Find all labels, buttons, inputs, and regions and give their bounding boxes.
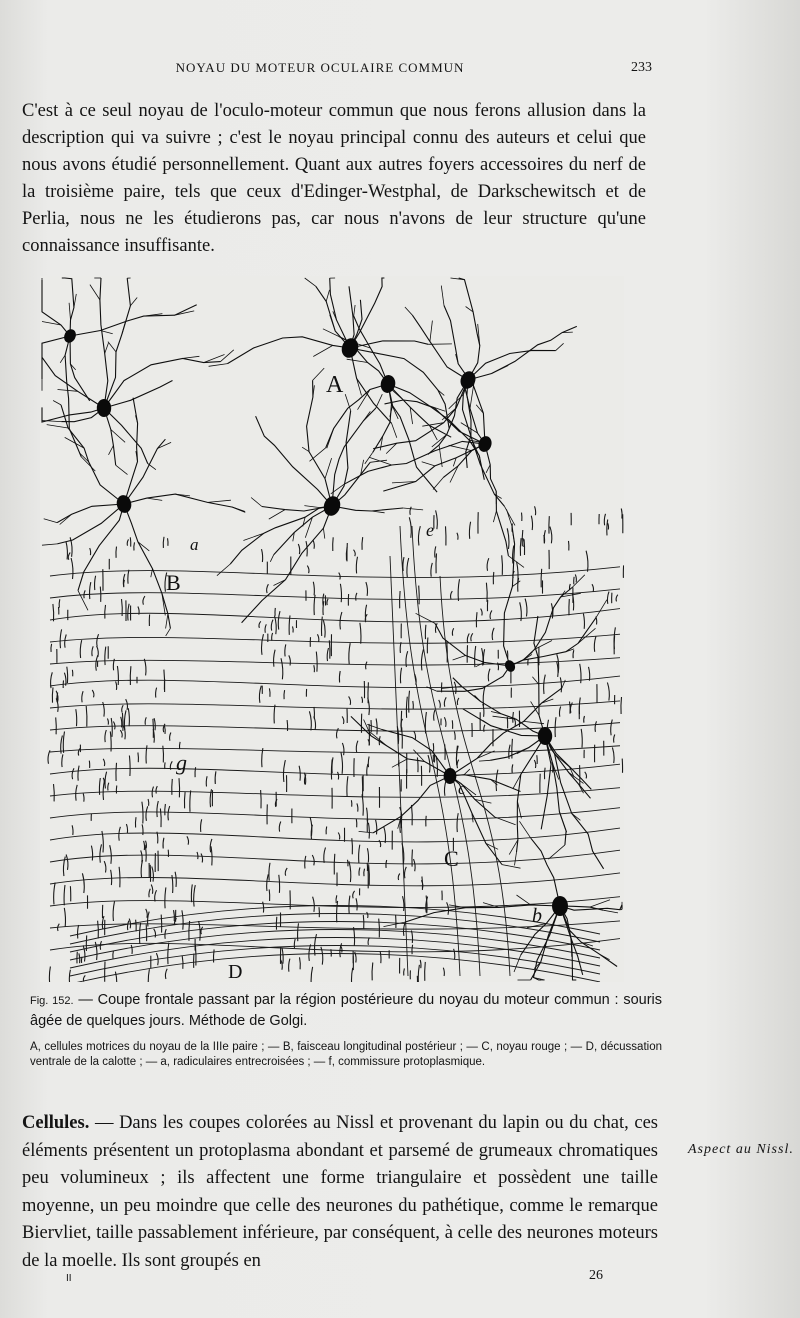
figure-legend: A, cellules motrices du noyau de la IIIe paire ; — B, faisceau longitudinal postérieur ; — C, noyau rouge ; — D, décussation ventrale de la calotte ; — a, radiculaires entrecroisées ; — f, commissure protoplasmique. xyxy=(30,1041,662,1068)
label-c: c xyxy=(458,779,466,798)
figure-number: Fig. 152. xyxy=(30,995,74,1007)
section-text: — Dans les coupes colorées au Nissl et provenant du lapin ou du chat, ces éléments présentent un protoplasma abondant et parsemé de grumeaux chromatiques peu volumineux ; ils affectent une forme triangulaire et possèdent une taille moyenne, un peu moindre que celle des neurones du pathétique, comme le remarque Biervliet, taille passablement inférieure, par conséquent, à celle des neurones moteurs de la moelle. Ils sont groupés en xyxy=(22,1113,659,1271)
figure-caption xyxy=(30,990,662,1031)
label-A: A xyxy=(326,372,344,398)
sheet-number: 26 xyxy=(589,1268,603,1283)
section-heading: Cellules. xyxy=(22,1113,90,1133)
page-number: 233 xyxy=(631,60,652,75)
label-a: a xyxy=(190,535,199,554)
margin-note: Aspect au Nissl. xyxy=(688,1142,794,1157)
label-C: C xyxy=(444,846,459,871)
cells-section xyxy=(22,1110,658,1275)
label-g: g xyxy=(176,750,187,775)
signature-mark: II xyxy=(66,1273,72,1284)
figure-illustration xyxy=(40,276,624,982)
label-b: b xyxy=(532,905,542,927)
running-title: NOYAU DU MOTEUR OCULAIRE COMMUN xyxy=(175,60,465,75)
label-e: e xyxy=(426,520,434,540)
label-B: B xyxy=(166,570,181,595)
intro-text: C'est à ce seul noyau de l'oculo-moteur commun que nous ferons allusion dans la description qui va suivre ; c'est le noyau principal connu des auteurs et celui que nous avons étudié personnellement. Quant aux autres foyers accessoires du nerf de la troisième paire, tels que ceux d'Edinger-Westphal, de Darkschewitsch et de Perlia, nous ne les étudierons pas, car nous n'avons de leur structure qu'une connaissance insuffisante. xyxy=(22,101,646,256)
intro-paragraph xyxy=(22,98,646,260)
golgi-figure xyxy=(40,276,624,982)
label-D: D xyxy=(228,961,243,982)
figure-caption-text: — Coupe frontale passant par la région postérieure du noyau du moteur commun : souris âgée de quelques jours. Méthode de Golgi. xyxy=(30,992,662,1029)
